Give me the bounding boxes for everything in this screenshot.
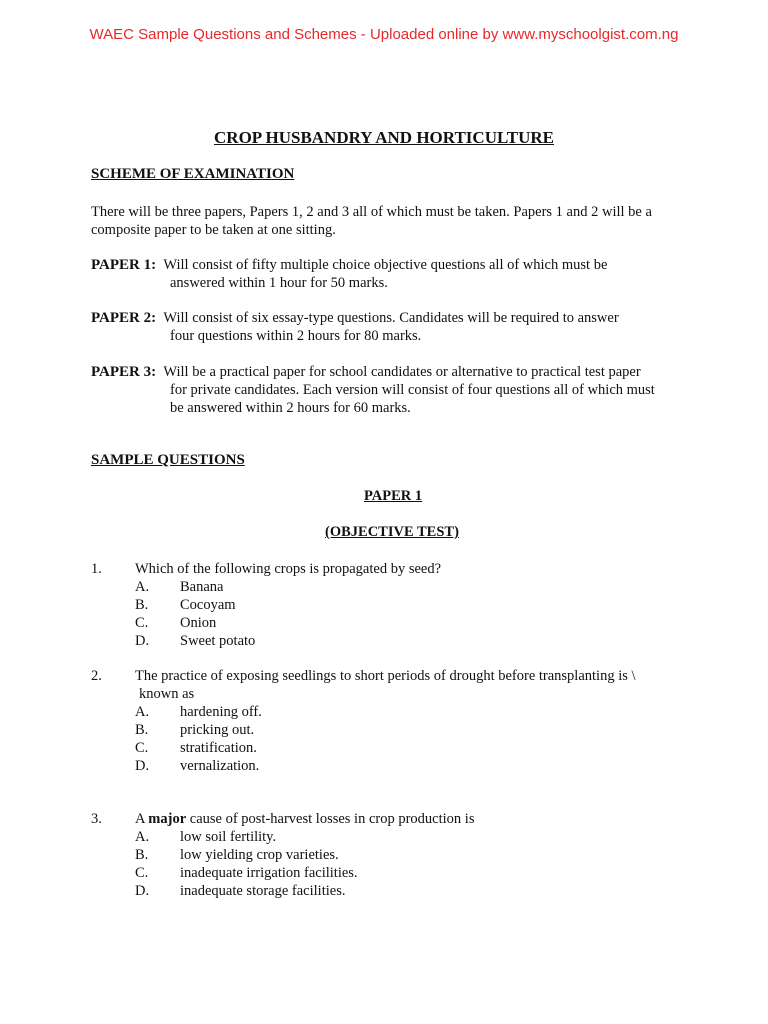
question-number: 3. <box>91 811 102 827</box>
option-b: B. pricking out. <box>135 722 255 738</box>
paper-1-description <box>91 256 607 292</box>
option-c: C. Onion <box>135 615 217 631</box>
paper-2-description <box>91 309 619 345</box>
paper-1-heading: PAPER 1 <box>364 488 423 504</box>
emphasis-major: major <box>148 811 187 827</box>
paper-2-line-1: Will consist of six essay-type questions. Candidates will be required to answer <box>163 310 619 326</box>
option-a: A. Banana <box>135 579 224 595</box>
question-stem: Which of the following crops is propagated by seed? <box>135 561 442 577</box>
option-d: D. Sweet potato <box>135 633 256 649</box>
option-a: A. hardening off. <box>135 704 262 720</box>
option-b: B. low yielding crop varieties. <box>135 847 339 863</box>
option-d: D. vernalization. <box>135 758 260 774</box>
scheme-intro-line-2: composite paper to be taken at one sitting. <box>91 222 336 238</box>
option-d: D. inadequate storage facilities. <box>135 883 346 899</box>
question-number: 1. <box>91 561 102 577</box>
scheme-heading: SCHEME OF EXAMINATION <box>91 166 295 182</box>
objective-test-subheading: (OBJECTIVE TEST) <box>325 524 459 540</box>
option-a: A. low soil fertility. <box>135 829 277 845</box>
paper-1-label: PAPER 1: <box>91 257 157 273</box>
option-c: C. stratification. <box>135 740 257 756</box>
question-stem-continued: known as <box>139 686 195 702</box>
document-title: CROP HUSBANDRY AND HORTICULTURE <box>214 128 554 147</box>
paper-3-description <box>91 363 655 417</box>
paper-2-line-2: four questions within 2 hours for 80 marks. <box>170 328 422 344</box>
paper-3-line-2: for private candidates. Each version will consist of four questions all of which must <box>170 382 655 398</box>
paper-2-label: PAPER 2: <box>91 310 157 326</box>
paper-1-line-2: answered within 1 hour for 50 marks. <box>170 275 388 291</box>
option-b: B. Cocoyam <box>135 597 236 613</box>
paper-3-line-1: Will be a practical paper for school candidates or alternative to practical test paper <box>163 364 641 380</box>
header-banner: WAEC Sample Questions and Schemes - Uploaded online by www.myschoolgist.com.ng <box>89 26 679 43</box>
paper-3-label: PAPER 3: <box>91 364 157 380</box>
paper-1-line-1: Will consist of fifty multiple choice objective questions all of which must be <box>163 257 608 273</box>
paper-3-line-3: be answered within 2 hours for 60 marks. <box>170 400 411 416</box>
scheme-intro <box>91 203 652 239</box>
scheme-intro-line-1: There will be three papers, Papers 1, 2 and 3 all of which must be taken. Papers 1 and 2 will be a <box>91 204 652 220</box>
question-stem: The practice of exposing seedlings to short periods of drought before transplanting is \ <box>135 668 636 684</box>
option-c: C. inadequate irrigation facilities. <box>135 865 358 881</box>
sample-questions-heading: SAMPLE QUESTIONS <box>91 452 245 468</box>
question-stem: A major cause of post-harvest losses in crop production is <box>135 811 475 827</box>
question-number: 2. <box>91 668 102 684</box>
